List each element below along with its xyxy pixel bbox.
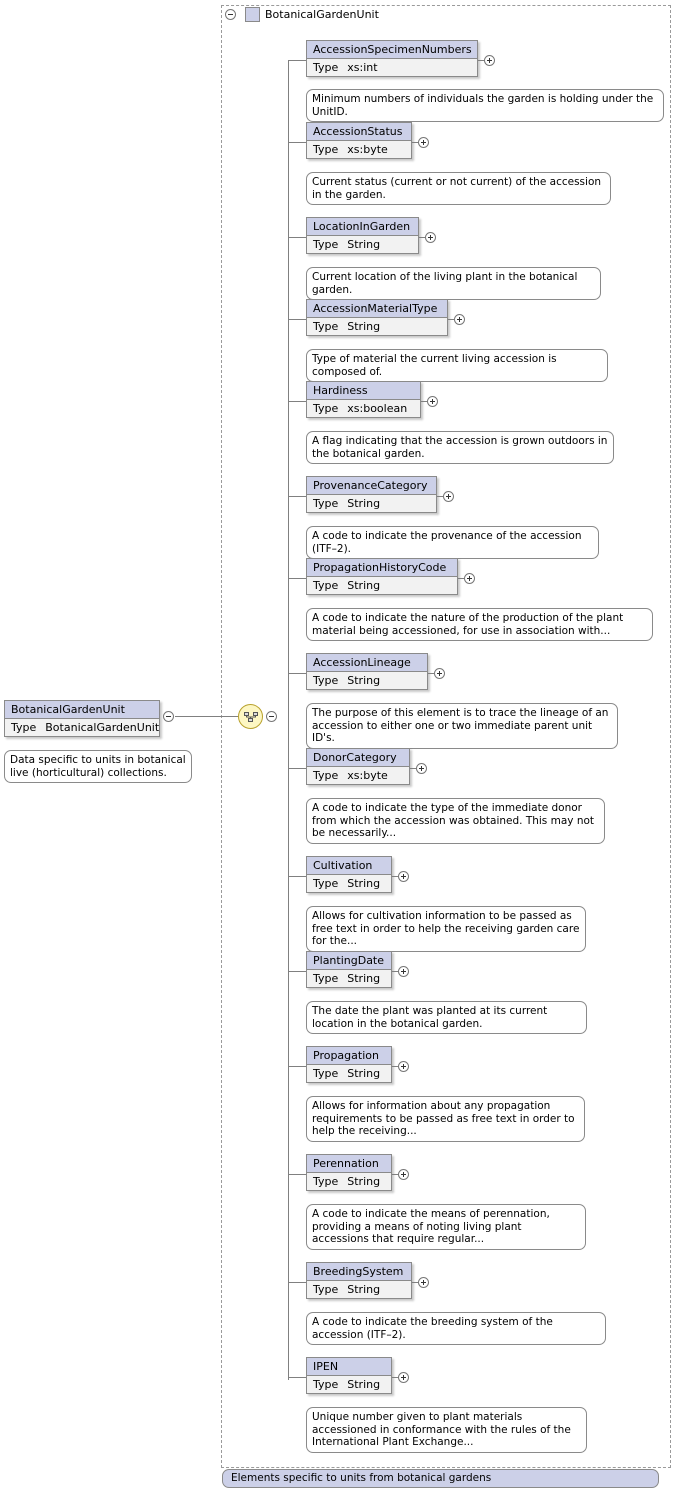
element-type-row bbox=[307, 59, 477, 76]
expand-element-icon[interactable] bbox=[398, 966, 409, 977]
element-note: Minimum numbers of individuals the garden is holding under the UnitID. bbox=[306, 89, 664, 122]
element-type-row bbox=[307, 236, 418, 253]
element-name: PlantingDate bbox=[307, 952, 391, 970]
element-name: AccessionMaterialType bbox=[307, 300, 447, 318]
element-note: A code to indicate the provenance of the accession (ITF–2). bbox=[306, 526, 599, 559]
connector-branch bbox=[288, 673, 306, 674]
element-box[interactable] bbox=[306, 476, 437, 513]
element-name: AccessionLineage bbox=[307, 654, 427, 672]
expand-element-icon[interactable] bbox=[427, 396, 438, 407]
element-type-label: Type bbox=[313, 238, 339, 251]
connector-stub bbox=[412, 142, 418, 143]
expand-element-icon[interactable] bbox=[418, 137, 429, 148]
element-type-value: String bbox=[347, 579, 381, 592]
expand-element-icon[interactable] bbox=[416, 763, 427, 774]
element-box[interactable] bbox=[306, 653, 428, 690]
connector-branch bbox=[288, 319, 306, 320]
connector-stub bbox=[458, 578, 464, 579]
connector-branch bbox=[288, 578, 306, 579]
element-box[interactable] bbox=[306, 40, 478, 77]
element-type-row bbox=[307, 970, 391, 987]
element-name: Hardiness bbox=[307, 382, 420, 400]
expand-element-icon[interactable] bbox=[464, 573, 475, 584]
element-type-label: Type bbox=[313, 320, 339, 333]
connector-branch bbox=[288, 876, 306, 877]
root-type-label: Type bbox=[11, 721, 37, 734]
connector-branch bbox=[288, 1282, 306, 1283]
element-type-row bbox=[307, 318, 447, 335]
element-type-label: Type bbox=[313, 1175, 339, 1188]
element-type-value: String bbox=[347, 1175, 381, 1188]
element-note: The purpose of this element is to trace the lineage of an accession to either one or two immediate parent unit ID's. bbox=[306, 703, 618, 749]
element-name: DonorCategory bbox=[307, 749, 409, 767]
element-type-label: Type bbox=[313, 402, 339, 415]
element-note: Current status (current or not current) of the accession in the garden. bbox=[306, 172, 611, 205]
expand-element-icon[interactable] bbox=[425, 232, 436, 243]
element-type-label: Type bbox=[313, 769, 339, 782]
connector-stub bbox=[421, 401, 427, 402]
element-note: Unique number given to plant materials accessioned in conformance with the rules of the International Plant Exchange... bbox=[306, 1407, 587, 1453]
element-type-row bbox=[307, 495, 436, 512]
element-name: ProvenanceCategory bbox=[307, 477, 436, 495]
element-box[interactable] bbox=[306, 1262, 412, 1299]
collapse-root-icon[interactable] bbox=[225, 9, 236, 20]
connector-branch bbox=[288, 142, 306, 143]
connector-stub bbox=[478, 60, 484, 61]
connector-branch bbox=[288, 768, 306, 769]
element-type-row bbox=[307, 767, 409, 784]
sequence-compositor-node[interactable] bbox=[238, 704, 263, 729]
element-type-value: String bbox=[347, 877, 381, 890]
element-type-value: String bbox=[347, 972, 381, 985]
root-element-note: Data specific to units in botanical live (horticultural) collections. bbox=[4, 750, 192, 783]
expand-element-icon[interactable] bbox=[398, 1169, 409, 1180]
expand-element-icon[interactable] bbox=[398, 871, 409, 882]
element-type-label: Type bbox=[313, 143, 339, 156]
element-box[interactable] bbox=[306, 217, 419, 254]
root-collapse-icon[interactable] bbox=[163, 711, 174, 722]
element-box[interactable] bbox=[306, 381, 421, 418]
connector-stub bbox=[437, 496, 443, 497]
connector-branch bbox=[288, 237, 306, 238]
expand-element-icon[interactable] bbox=[484, 55, 495, 66]
element-type-value: String bbox=[347, 674, 381, 687]
connector-branch bbox=[288, 1174, 306, 1175]
connector-spine bbox=[288, 60, 289, 1380]
element-note: A code to indicate the breeding system of the accession (ITF–2). bbox=[306, 1312, 606, 1345]
element-type-value: String bbox=[347, 497, 381, 510]
element-box[interactable] bbox=[306, 1046, 392, 1083]
element-box[interactable] bbox=[306, 856, 392, 893]
connector-branch bbox=[288, 1066, 306, 1067]
element-name: AccessionStatus bbox=[307, 123, 411, 141]
element-name: BreedingSystem bbox=[307, 1263, 411, 1281]
element-type-label: Type bbox=[313, 61, 339, 74]
expand-element-icon[interactable] bbox=[443, 491, 454, 502]
element-name: Perennation bbox=[307, 1155, 391, 1173]
element-note: Type of material the current living accession is composed of. bbox=[306, 349, 608, 382]
element-note: The date the plant was planted at its current location in the botanical garden. bbox=[306, 1001, 587, 1034]
element-type-value: String bbox=[347, 1283, 381, 1296]
connector-stub bbox=[412, 1282, 418, 1283]
element-type-label: Type bbox=[313, 972, 339, 985]
connector-stub bbox=[392, 1066, 398, 1067]
element-box[interactable] bbox=[306, 951, 392, 988]
connector-stub bbox=[392, 876, 398, 877]
expand-element-icon[interactable] bbox=[398, 1061, 409, 1072]
element-type-row bbox=[307, 1065, 391, 1082]
element-name: LocationInGarden bbox=[307, 218, 418, 236]
element-type-row bbox=[307, 1281, 411, 1298]
element-type-value: xs:int bbox=[347, 61, 378, 74]
connector-stub bbox=[419, 237, 425, 238]
connector-branch bbox=[288, 1377, 306, 1378]
element-type-value: String bbox=[347, 1378, 381, 1391]
connector-branch bbox=[288, 971, 306, 972]
element-swatch-icon bbox=[245, 7, 260, 22]
element-note: A flag indicating that the accession is grown outdoors in the botanical garden. bbox=[306, 431, 614, 464]
diagram-caption: Elements specific to units from botanical gardens bbox=[222, 1469, 659, 1488]
element-type-label: Type bbox=[313, 674, 339, 687]
connector-branch bbox=[288, 401, 306, 402]
element-name: AccessionSpecimenNumbers bbox=[307, 41, 477, 59]
element-type-value: xs:boolean bbox=[347, 402, 408, 415]
element-type-value: xs:byte bbox=[347, 769, 388, 782]
element-type-label: Type bbox=[313, 1067, 339, 1080]
element-type-label: Type bbox=[313, 497, 339, 510]
element-note: Allows for information about any propagation requirements to be passed as free text in order to help the receiving... bbox=[306, 1096, 585, 1142]
root-element-name: BotanicalGardenUnit bbox=[5, 701, 159, 719]
element-type-row bbox=[307, 400, 420, 417]
connector-stub bbox=[392, 971, 398, 972]
element-type-value: String bbox=[347, 238, 381, 251]
root-type-value: BotanicalGardenUnit bbox=[45, 721, 160, 734]
element-name: Cultivation bbox=[307, 857, 391, 875]
expand-element-icon[interactable] bbox=[434, 668, 445, 679]
element-type-row bbox=[307, 1173, 391, 1190]
root-header-label: BotanicalGardenUnit bbox=[265, 8, 379, 21]
element-type-label: Type bbox=[313, 877, 339, 890]
element-note: A code to indicate the means of perennation, providing a means of noting living plant accessions that require regular... bbox=[306, 1204, 586, 1250]
element-box[interactable] bbox=[306, 299, 448, 336]
element-box[interactable] bbox=[306, 558, 458, 595]
element-note: Allows for cultivation information to be passed as free text in order to help the receiving garden care for the... bbox=[306, 906, 586, 952]
element-type-row bbox=[307, 577, 457, 594]
root-element-header bbox=[245, 7, 379, 22]
element-type-value: String bbox=[347, 1067, 381, 1080]
element-name: PropagationHistoryCode bbox=[307, 559, 457, 577]
element-type-value: xs:byte bbox=[347, 143, 388, 156]
connector-stub bbox=[428, 673, 434, 674]
sequence-icon bbox=[244, 712, 259, 723]
element-type-row bbox=[307, 672, 427, 689]
element-type-label: Type bbox=[313, 579, 339, 592]
element-note: Current location of the living plant in the botanical garden. bbox=[306, 267, 601, 300]
element-box[interactable] bbox=[306, 1357, 392, 1394]
element-note: A code to indicate the nature of the production of the plant material being accessioned, for use in association with... bbox=[306, 608, 653, 641]
element-type-row bbox=[307, 875, 391, 892]
root-element-type bbox=[5, 719, 159, 736]
element-type-value: String bbox=[347, 320, 381, 333]
connector-branch bbox=[288, 60, 306, 61]
sequence-collapse-icon[interactable] bbox=[266, 711, 277, 722]
element-box[interactable] bbox=[306, 122, 412, 159]
expand-element-icon[interactable] bbox=[398, 1372, 409, 1383]
element-box[interactable] bbox=[306, 748, 410, 785]
expand-element-icon[interactable] bbox=[418, 1277, 429, 1288]
connector-stub bbox=[448, 319, 454, 320]
element-name: IPEN bbox=[307, 1358, 391, 1376]
element-type-label: Type bbox=[313, 1283, 339, 1296]
element-name: Propagation bbox=[307, 1047, 391, 1065]
expand-element-icon[interactable] bbox=[454, 314, 465, 325]
connector-branch bbox=[288, 496, 306, 497]
element-type-row bbox=[307, 1376, 391, 1393]
root-element-box[interactable] bbox=[4, 700, 160, 737]
connector-stub bbox=[392, 1377, 398, 1378]
connector-stub bbox=[392, 1174, 398, 1175]
connector-stub bbox=[410, 768, 416, 769]
element-type-row bbox=[307, 141, 411, 158]
element-note: A code to indicate the type of the immediate donor from which the accession was obtained. This may not be necessarily... bbox=[306, 798, 605, 844]
connector-root-to-sequence bbox=[175, 716, 238, 717]
element-type-label: Type bbox=[313, 1378, 339, 1391]
element-box[interactable] bbox=[306, 1154, 392, 1191]
